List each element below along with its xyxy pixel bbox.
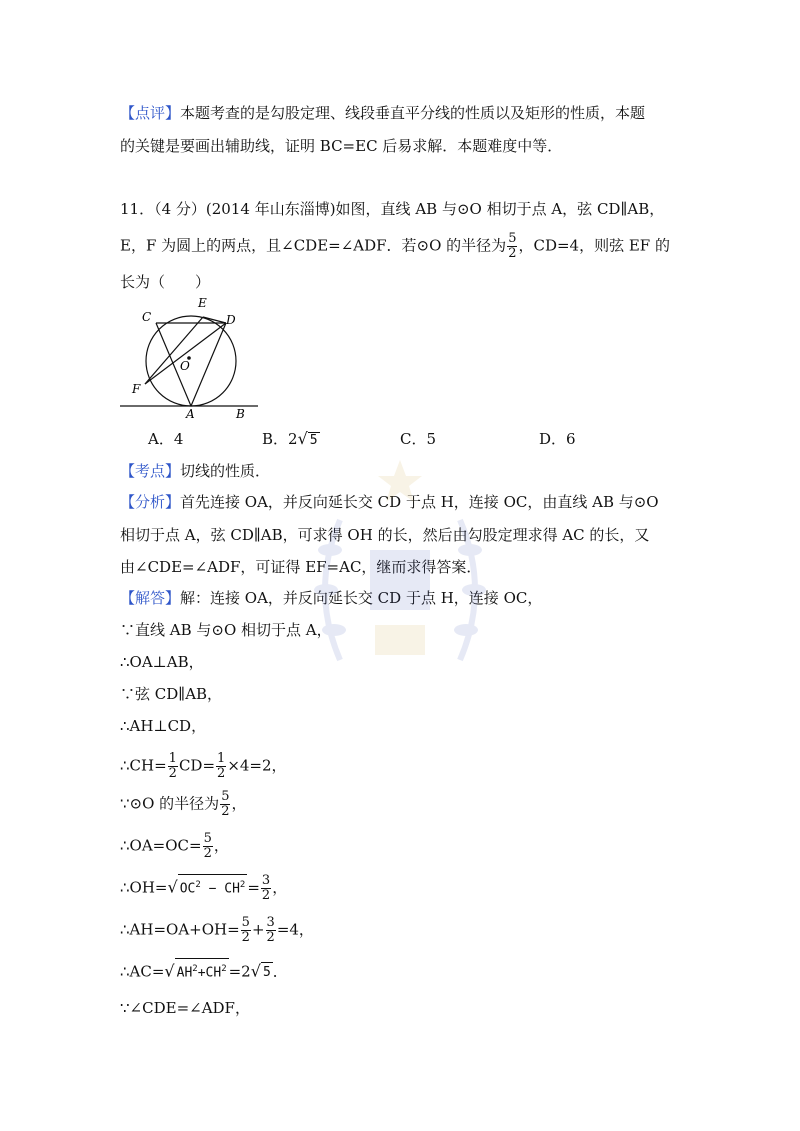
question-text-3: 长为（ ）	[120, 273, 211, 291]
label-d: D	[226, 313, 236, 327]
label-b: B	[236, 407, 245, 420]
question-line-3	[120, 272, 210, 292]
jieda-tag: 【解答】	[120, 589, 181, 607]
comment-text-1: 本题考查的是勾股定理、线段垂直平分线的性质以及矩形的性质，本题	[180, 104, 646, 122]
fenxi-tag: 【分析】	[120, 493, 181, 511]
fenxi-text-1: 首先连接 OA，并反向延长交 CD 于点 H，连接 OC，由直线 AB 与⊙O	[180, 493, 659, 511]
fenxi-text-2: 相切于点 A，弦 CD∥AB，可求得 OH 的长，然后由勾股定理求得 AC 的长，又	[120, 526, 650, 544]
step-7: ∴OA=OC= $\frac{5}{2}$ ，	[120, 831, 229, 861]
step-10: ∴AC=√ $AH^2+CH^2 =2√$ 5 ．	[120, 958, 288, 983]
label-f: F	[132, 382, 141, 396]
label-c: C	[142, 310, 152, 324]
geometry-figure	[118, 292, 268, 420]
step-11: ∵∠CDE=∠ADF，	[120, 999, 250, 1017]
label-a: A	[186, 407, 195, 420]
circle-o	[146, 316, 236, 406]
question-text-2b: ，CD=4，则弦 EF 的	[518, 236, 670, 255]
kaodian-line	[120, 461, 270, 481]
option-a: A．4	[148, 430, 184, 448]
step-5: ∴CH= $\frac{1}{2}$ CD= $\frac{1}{2}$ ×4=2，	[120, 751, 287, 781]
step-9: ∴AH=OA+OH= $\frac{5}{2}$ + $\frac{3}{2}$ =4，	[120, 915, 314, 945]
kaodian-text: 切线的性质．	[180, 462, 271, 480]
label-o: O	[180, 359, 190, 373]
comment-line-2	[120, 136, 562, 156]
step-2: ∴OA⊥AB，	[120, 653, 204, 671]
radius-fraction: $\frac{5}{2}$	[508, 231, 517, 261]
label-e: E	[198, 296, 207, 310]
step-4: ∴AH⊥CD，	[120, 717, 207, 735]
comment-tag: 【点评】	[120, 104, 181, 122]
segment-fe	[145, 317, 203, 384]
step-6: ∵⊙O 的半径为 $\frac{5}{2}$ ，	[120, 789, 247, 819]
step-1: ∵直线 AB 与⊙O 相切于点 A，	[120, 621, 332, 639]
comment-line-1	[120, 103, 645, 123]
question-text-2a: E，F 为圆上的两点，且∠CDE=∠ADF．若⊙O 的半径为	[120, 236, 507, 255]
step-3: ∵弦 CD∥AB，	[120, 685, 223, 703]
question-text-1: 11．（4 分）(2014 年山东淄博)如图，直线 AB 与⊙O 相切于点 A，弦 CD∥AB，	[120, 200, 665, 218]
question-line-1	[120, 199, 664, 219]
option-c: C．5	[400, 430, 437, 448]
comment-text-2: 的关键是要画出辅助线，证明 BC=EC 后易求解．本题难度中等．	[120, 137, 563, 155]
jieda-text-1: 解：连接 OA，并反向延长交 CD 于点 H，连接 OC，	[180, 589, 543, 607]
step-8: ∴OH=√ $OC^2 - CH^2$ = $\frac{3}{2}$ ，	[120, 873, 288, 903]
fenxi-text-3: 由∠CDE=∠ADF，可证得 EF=AC，继而求得答案．	[120, 558, 482, 576]
kaodian-tag: 【考点】	[120, 462, 181, 480]
question-line-2	[120, 232, 670, 261]
laurel-watermark-icon	[300, 440, 500, 700]
option-b: B．2√ 5	[262, 429, 318, 448]
option-d: D．6	[539, 430, 576, 448]
